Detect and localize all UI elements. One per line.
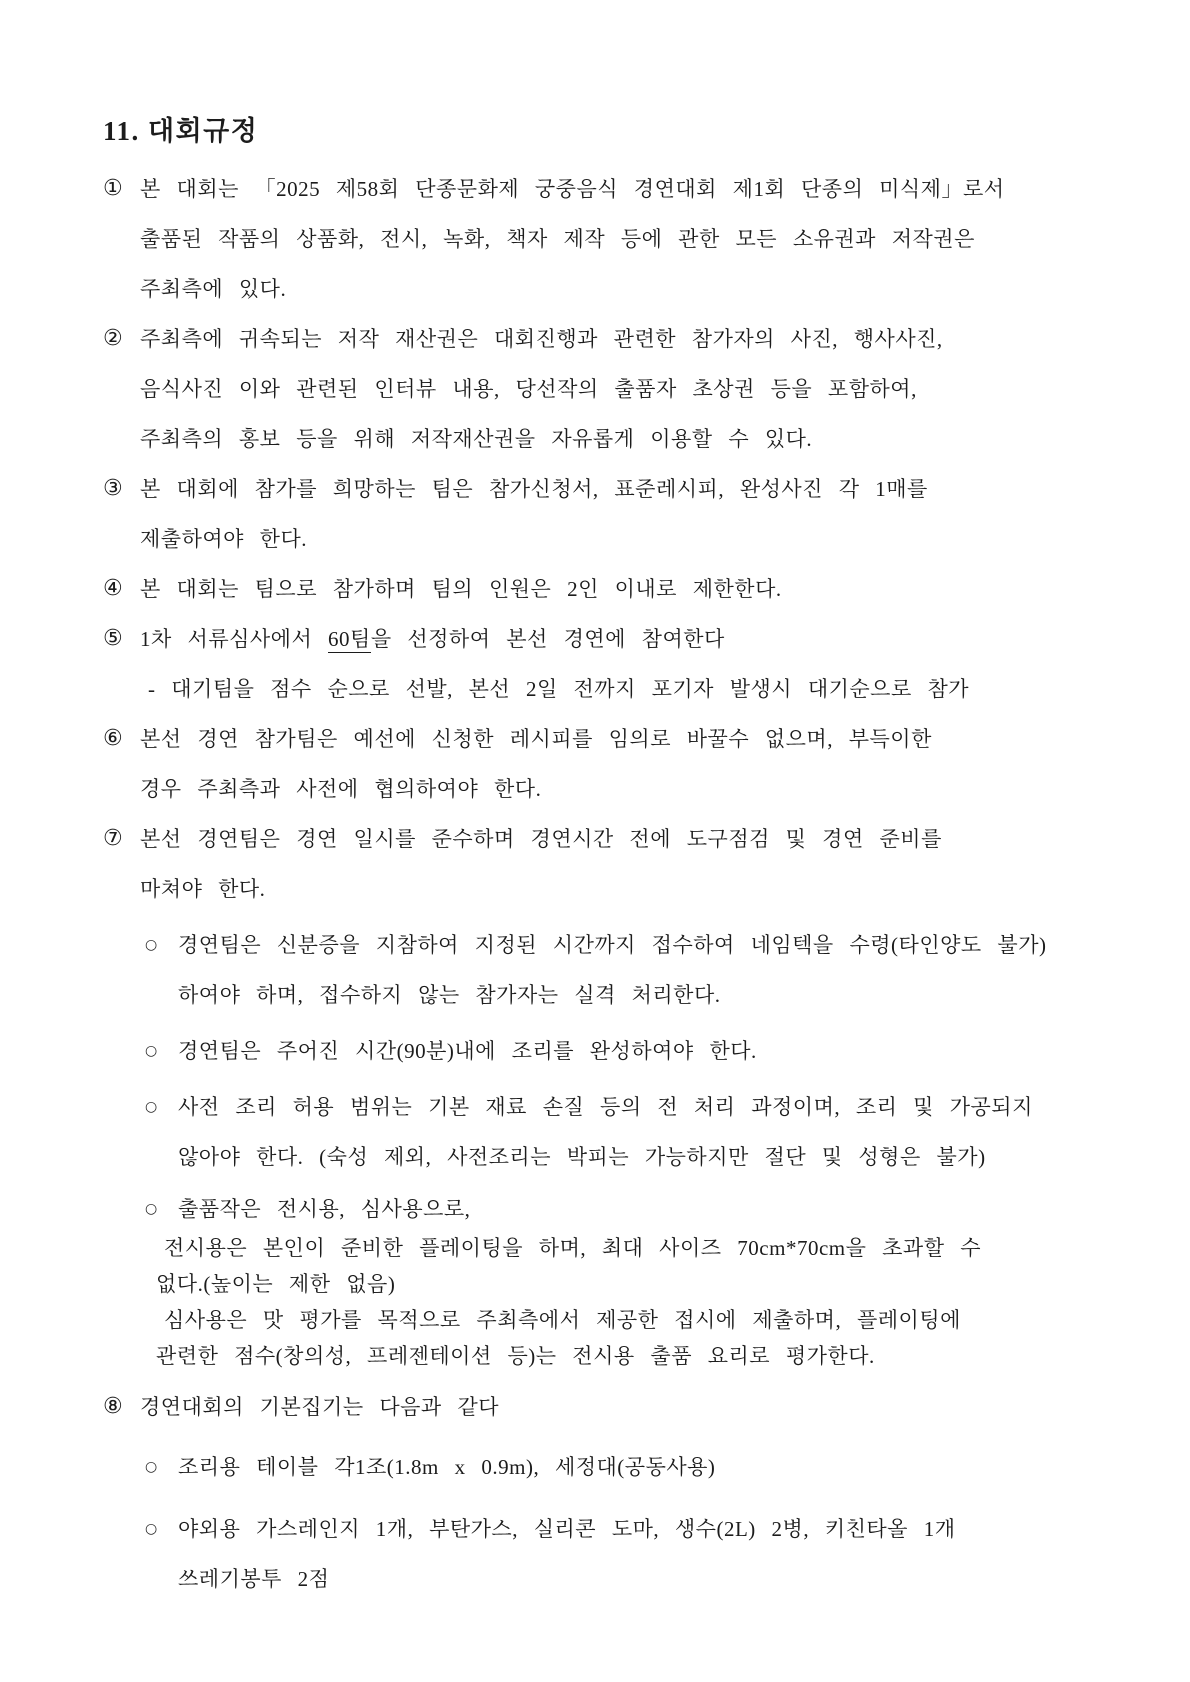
rule-text-line: 본 대회는 「2025 제58회 단종문화제 궁중음식 경연대회 제1회 단종의 미식제」로서: [140, 177, 1005, 201]
rule-text-line: 주최측에 있다.: [140, 277, 287, 301]
sub-bullet: [103, 1442, 1132, 1492]
underlined-text: 60팀: [328, 627, 371, 651]
rule-text-line: 경연팀은 주어진 시간(90분)내에 조리를 완성하여야 한다.: [178, 1039, 757, 1063]
rule-text-line: 주최측의 홍보 등을 위해 저작재산권을 자유롭게 이용할 수 있다.: [140, 427, 813, 451]
rule-text-line: 쓰레기봉투 2점: [178, 1567, 330, 1591]
rule-text-line: 심사용은 맛 평가를 목적으로 주최측에서 제공한 접시에 제출하며, 플레이팅에: [164, 1308, 961, 1332]
rule-item-5: [103, 614, 1132, 714]
bullet-paragraph: [156, 1230, 1132, 1302]
circle-bullet-icon: ○: [145, 1201, 158, 1217]
rule-text-line: 경우 주최측과 사전에 협의하여야 한다.: [140, 777, 542, 801]
item-number-icon: ⑥: [103, 726, 123, 751]
rule-text-line: 않아야 한다. (숙성 제외, 사전조리는 박피는 가능하지만 절단 및 성형은 불가): [178, 1145, 986, 1169]
item-number-icon: ⑧: [103, 1394, 123, 1419]
item-number-icon: ②: [103, 326, 123, 351]
rule-text-line: 본선 경연 참가팀은 예선에 신청한 레시피를 임의로 바꿀수 없으며, 부득이한: [140, 727, 932, 751]
item-number-icon: ③: [103, 476, 123, 501]
item-number-icon: ⑦: [103, 826, 123, 851]
section-title: 11. 대회규정: [103, 116, 259, 146]
rule-text-line: 음식사진 이와 관련된 인터뷰 내용, 당선작의 출품자 초상권 등을 포함하여,: [140, 377, 917, 401]
rule-item-2: [103, 314, 1132, 464]
rule-text-line: 하여야 하며, 접수하지 않는 참가자는 실격 처리한다.: [178, 983, 721, 1007]
circle-bullet-icon: ○: [145, 1043, 158, 1059]
rule-text-line: 조리용 테이블 각1조(1.8m x 0.9m), 세정대(공동사용): [178, 1455, 716, 1479]
rule-text-line: [140, 614, 1132, 664]
rule-item-7: [103, 814, 1132, 1374]
rule-text-line: 본 대회에 참가를 희망하는 팀은 참가신청서, 표준레시피, 완성사진 각 1매를: [140, 477, 928, 501]
sub-bullet: [103, 920, 1132, 1020]
rule-text-line: 주최측에 귀속되는 저작 재산권은 대회진행과 관련한 참가자의 사진, 행사사진,: [140, 327, 943, 351]
sub-bullet: [103, 1082, 1132, 1182]
rule-text-line: 야외용 가스레인지 1개, 부탄가스, 실리콘 도마, 생수(2L) 2병, 키친타올 1개: [178, 1517, 956, 1541]
bullet-paragraph: [156, 1302, 1132, 1374]
rule-text-line: 출품작은 전시용, 심사용으로,: [178, 1197, 471, 1221]
rule-item-4: [103, 564, 1132, 614]
item-number-icon: ①: [103, 176, 123, 201]
rule-text-line: 마쳐야 한다.: [140, 877, 266, 901]
rule-text-line: 없다.(높이는 제한 없음): [156, 1272, 396, 1296]
circle-bullet-icon: ○: [145, 1459, 158, 1475]
dash-note-line: - 대기팀을 점수 순으로 선발, 본선 2일 전까지 포기자 발생시 대기순으로 참가: [148, 677, 970, 701]
rule-text-line: 관련한 점수(창의성, 프레젠테이션 등)는 전시용 출품 요리로 평가한다.: [156, 1344, 875, 1368]
sub-bullet: [103, 1188, 1132, 1374]
rule-text-line: 본선 경연팀은 경연 일시를 준수하며 경연시간 전에 도구점검 및 경연 준비를: [140, 827, 942, 851]
rule-item-8: [103, 1382, 1132, 1604]
text-before-underline: 1차 서류심사에서: [140, 627, 329, 651]
rule-item-3: [103, 464, 1132, 564]
rule-text-line: 출품된 작품의 상품화, 전시, 녹화, 책자 제작 등에 관한 모든 소유권과 저작권은: [140, 227, 975, 251]
text-after-underline: 을 선정하여 본선 경연에 참여한다: [370, 627, 725, 651]
rule-text-line: 사전 조리 허용 범위는 기본 재료 손질 등의 전 처리 과정이며, 조리 및 가공되지: [178, 1095, 1033, 1119]
circle-bullet-icon: ○: [145, 1099, 158, 1115]
rule-text-line: 경연대회의 기본집기는 다음과 같다: [140, 1395, 500, 1419]
rule-item-1: [103, 164, 1132, 314]
rule-text-line: 경연팀은 신분증을 지참하여 지정된 시간까지 접수하여 네임텍을 수령(타인양도 불가): [178, 933, 1047, 957]
sub-bullet: [103, 1504, 1132, 1604]
item-number-icon: ④: [103, 576, 123, 601]
rule-text-line: 본 대회는 팀으로 참가하며 팀의 인원은 2인 이내로 제한한다.: [140, 577, 782, 601]
circle-bullet-icon: ○: [145, 1521, 158, 1537]
rule-text-line: 제출하여야 한다.: [140, 527, 308, 551]
rule-text-line: 전시용은 본인이 준비한 플레이팅을 하며, 최대 사이즈 70cm*70cm을 초과할 수: [164, 1236, 982, 1260]
item-number-icon: ⑤: [103, 626, 123, 651]
rule-item-6: [103, 714, 1132, 814]
sub-bullet: [103, 1026, 1132, 1076]
circle-bullet-icon: ○: [145, 937, 158, 953]
